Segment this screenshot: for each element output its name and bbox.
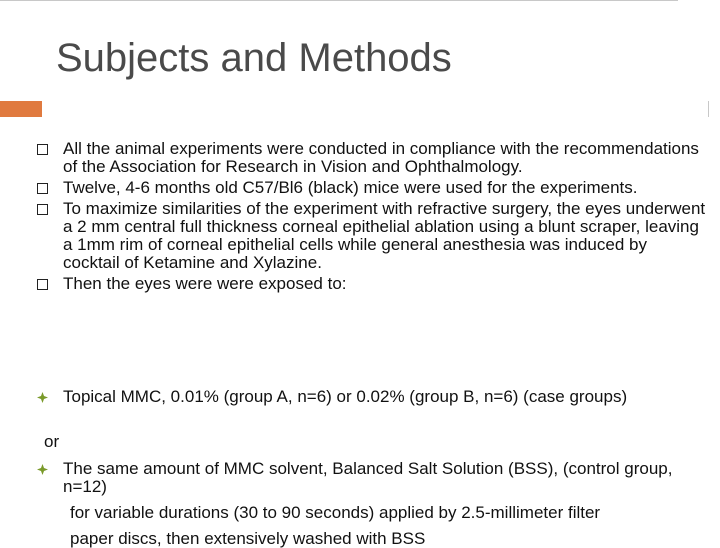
diamond-bullet-icon xyxy=(37,392,48,403)
slide-title: Subjects and Methods xyxy=(56,36,452,80)
bullet-list xyxy=(37,140,707,296)
sub-item-text: The same amount of MMC solvent, Balanced Salt Solution (BSS), (control group, n=12) xyxy=(63,459,673,496)
bullet-text: To maximize similarities of the experiment with refractive surgery, the eyes underwent a 2 mm central full thickness corneal epithelial ablation using a blunt scraper, leaving a 1mm rim of corneal epithelial cells while general anesthesia was induced by cocktail of Ketamine and Xylazine. xyxy=(63,199,706,272)
bullet-item xyxy=(37,275,707,293)
bullet-text: All the animal experiments were conducted in compliance with the recommendations of the Association for Research in Vision and Ophthalmology. xyxy=(63,139,699,176)
square-bullet-icon xyxy=(37,144,48,155)
bullet-text: Twelve, 4-6 months old C57/Bl6 (black) mice were used for the experiments. xyxy=(63,178,638,197)
title-divider-line xyxy=(0,0,678,1)
bullet-text: Then the eyes were were exposed to: xyxy=(63,274,347,293)
diamond-bullet-icon xyxy=(37,464,48,475)
bullet-item xyxy=(37,200,707,272)
sub-item-text: Topical MMC, 0.01% (group A, n=6) or 0.02% (group B, n=6) (case groups) xyxy=(63,387,628,406)
duration-text: for variable durations (30 to 90 seconds) applied by 2.5-millimeter filter xyxy=(70,503,601,522)
bullet-item xyxy=(37,179,707,197)
square-bullet-icon xyxy=(37,279,48,290)
duration-text-continued: paper discs, then extensively washed with BSS xyxy=(70,529,426,548)
square-bullet-icon xyxy=(37,183,48,194)
or-text: or xyxy=(44,432,60,451)
bullet-item xyxy=(37,140,707,176)
square-bullet-icon xyxy=(37,204,48,215)
title-divider-end xyxy=(708,101,709,117)
sub-item xyxy=(37,460,707,496)
sub-item xyxy=(37,388,707,406)
title-accent-bar xyxy=(0,101,42,117)
